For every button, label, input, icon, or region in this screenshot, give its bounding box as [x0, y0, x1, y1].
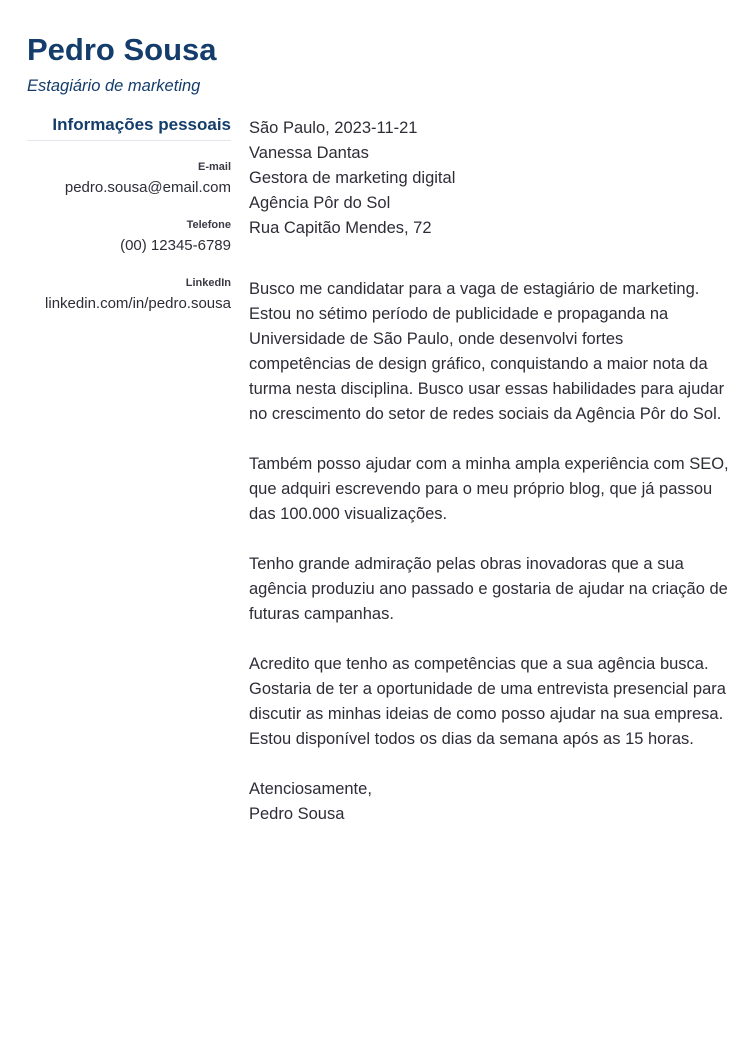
letter-paragraph: Também posso ajudar com a minha ampla experiência com SEO, que adquiri escrevendo para o meu próprio blog, que já passou das 100.000 visualizações. [249, 455, 729, 523]
job-title: Estagiário de marketing [27, 77, 201, 95]
letter-paragraph: Acredito que tenho as competências que a sua agência busca. Gostaria de ter a oportunidade de uma entrevista presencial para discutir as minhas ideias de como posso ajudar na sua empresa. Estou disponível todos os dias da semana após as 15 horas. [249, 655, 726, 748]
recipient-name: Vanessa Dantas [249, 144, 369, 162]
phone-info [27, 218, 231, 256]
recipient-address: Rua Capitão Mendes, 72 [249, 219, 432, 237]
personal-info-heading: Informações pessoais [27, 114, 231, 141]
closing: Atenciosamente, [249, 780, 372, 798]
letter-paragraph: Busco me candidatar para a vaga de estagiário de marketing. Estou no sétimo período de publicidade e propaganda na Universidade de São Paulo, onde desenvolvi fortes competências de design gráfico, conquistando a maior nota da turma nesta disciplina. Busco usar essas habilidades para ajudar no crescimento do setor de redes sociais da Agência Pôr do Sol. [249, 280, 725, 423]
linkedin-value: linkedin.com/in/pedro.sousa [45, 295, 231, 312]
cover-letter-body [249, 116, 729, 827]
email-value: pedro.sousa@email.com [64, 179, 231, 196]
phone-value: (00) 12345-6789 [120, 237, 231, 254]
signature: Pedro Sousa [249, 805, 345, 823]
linkedin-label: LinkedIn [185, 277, 231, 289]
recipient-role: Gestora de marketing digital [249, 169, 456, 187]
recipient-company: Agência Pôr do Sol [249, 194, 391, 212]
letter-paragraph: Tenho grande admiração pelas obras inovadoras que a sua agência produziu ano passado e gostaria de ajudar na criação de futuras campanhas. [249, 555, 728, 623]
phone-label: Telefone [186, 219, 231, 231]
linkedin-info [27, 276, 231, 314]
email-label: E-mail [197, 161, 231, 173]
place-date: São Paulo, 2023-11-21 [249, 119, 418, 137]
email-info [27, 160, 231, 198]
applicant-name: Pedro Sousa [27, 32, 217, 67]
personal-info-sidebar [27, 114, 231, 314]
header [27, 32, 217, 96]
